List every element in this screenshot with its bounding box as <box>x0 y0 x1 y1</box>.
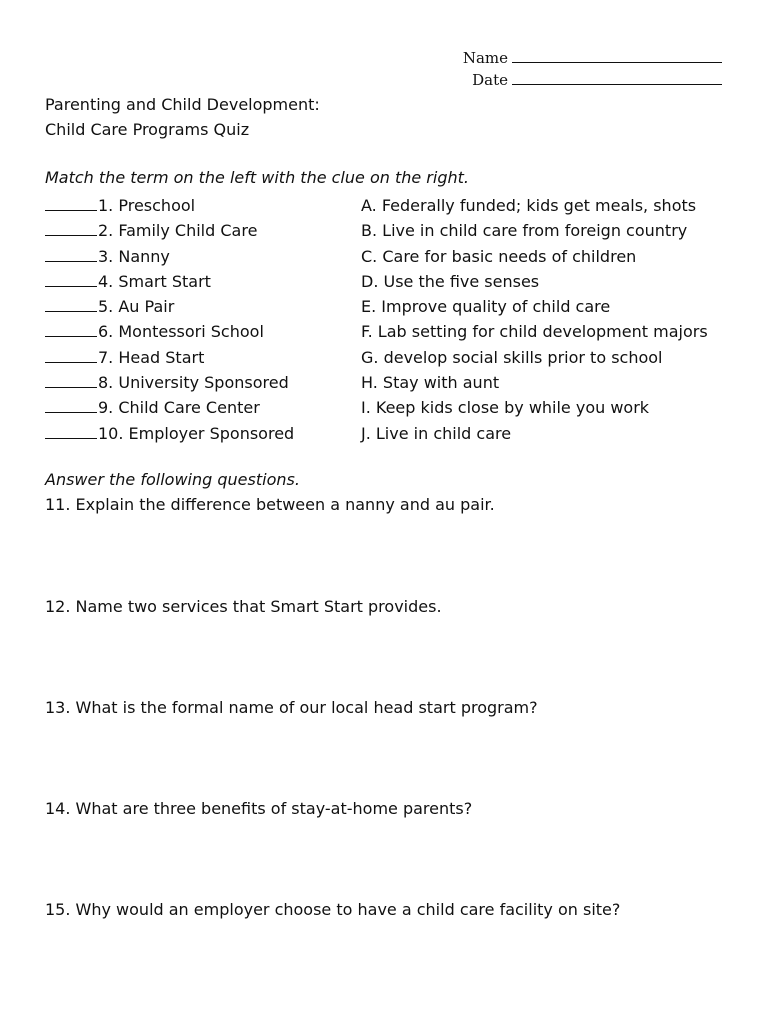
matching-list <box>45 193 735 446</box>
answer-blank[interactable] <box>45 269 97 287</box>
matching-row <box>45 244 735 269</box>
matching-row <box>45 193 735 218</box>
question-12: 12. Name two services that Smart Start provides. <box>45 597 442 616</box>
clue-label: J. Live in child care <box>361 423 512 443</box>
clue-label: F. Lab setting for child development majors <box>361 322 708 342</box>
question-14: 14. What are three benefits of stay-at-home parents? <box>45 799 473 818</box>
answer-blank[interactable] <box>45 244 97 262</box>
clue-label: D. Use the five senses <box>361 271 540 291</box>
term-label: 6. Montessori School <box>98 322 264 342</box>
answer-blank[interactable] <box>45 345 97 363</box>
clue-label: G. develop social skills prior to school <box>361 347 663 367</box>
name-label: Name <box>462 49 508 67</box>
question-15: 15. Why would an employer choose to have a child care facility on site? <box>45 900 621 919</box>
name-date-block <box>463 47 722 91</box>
term-label: 9. Child Care Center <box>98 398 260 418</box>
name-row <box>463 47 722 69</box>
clue-label: H. Stay with aunt <box>361 373 500 393</box>
answer-blank[interactable] <box>45 421 97 439</box>
matching-row <box>45 218 735 243</box>
name-line[interactable] <box>512 47 722 63</box>
questions-heading: Answer the following questions. <box>45 470 300 489</box>
matching-row <box>45 421 735 446</box>
quiz-name: Child Care Programs Quiz <box>45 120 250 139</box>
answer-blank[interactable] <box>45 319 97 337</box>
matching-row <box>45 370 735 395</box>
matching-row <box>45 395 735 420</box>
clue-label: I. Keep kids close by while you work <box>361 398 650 418</box>
term-label: 4. Smart Start <box>98 271 211 291</box>
clue-label: E. Improve quality of child care <box>361 297 611 317</box>
term-label: 5. Au Pair <box>98 297 175 317</box>
matching-row <box>45 294 735 319</box>
term-label: 10. Employer Sponsored <box>98 423 295 443</box>
date-label: Date <box>472 71 508 89</box>
date-line[interactable] <box>512 69 722 85</box>
clue-label: C. Care for basic needs of children <box>361 246 637 266</box>
term-label: 2. Family Child Care <box>98 221 258 241</box>
clue-label: B. Live in child care from foreign country <box>361 221 688 241</box>
answer-blank[interactable] <box>45 294 97 312</box>
matching-instruction: Match the term on the left with the clue on the right. <box>45 168 469 187</box>
term-label: 1. Preschool <box>98 196 196 215</box>
clue-label: A. Federally funded; kids get meals, shots <box>361 196 697 215</box>
question-11: 11. Explain the difference between a nanny and au pair. <box>45 495 495 514</box>
answer-blank[interactable] <box>45 193 97 211</box>
quiz-title <box>45 92 320 142</box>
answer-blank[interactable] <box>45 370 97 388</box>
question-13: 13. What is the formal name of our local head start program? <box>45 698 538 717</box>
date-row <box>463 69 722 91</box>
answer-blank[interactable] <box>45 395 97 413</box>
matching-row <box>45 319 735 344</box>
course-title: Parenting and Child Development: <box>45 95 320 114</box>
term-label: 8. University Sponsored <box>98 373 289 393</box>
answer-blank[interactable] <box>45 218 97 236</box>
term-label: 7. Head Start <box>98 347 205 367</box>
term-label: 3. Nanny <box>98 246 170 266</box>
matching-row <box>45 269 735 294</box>
matching-row <box>45 345 735 370</box>
